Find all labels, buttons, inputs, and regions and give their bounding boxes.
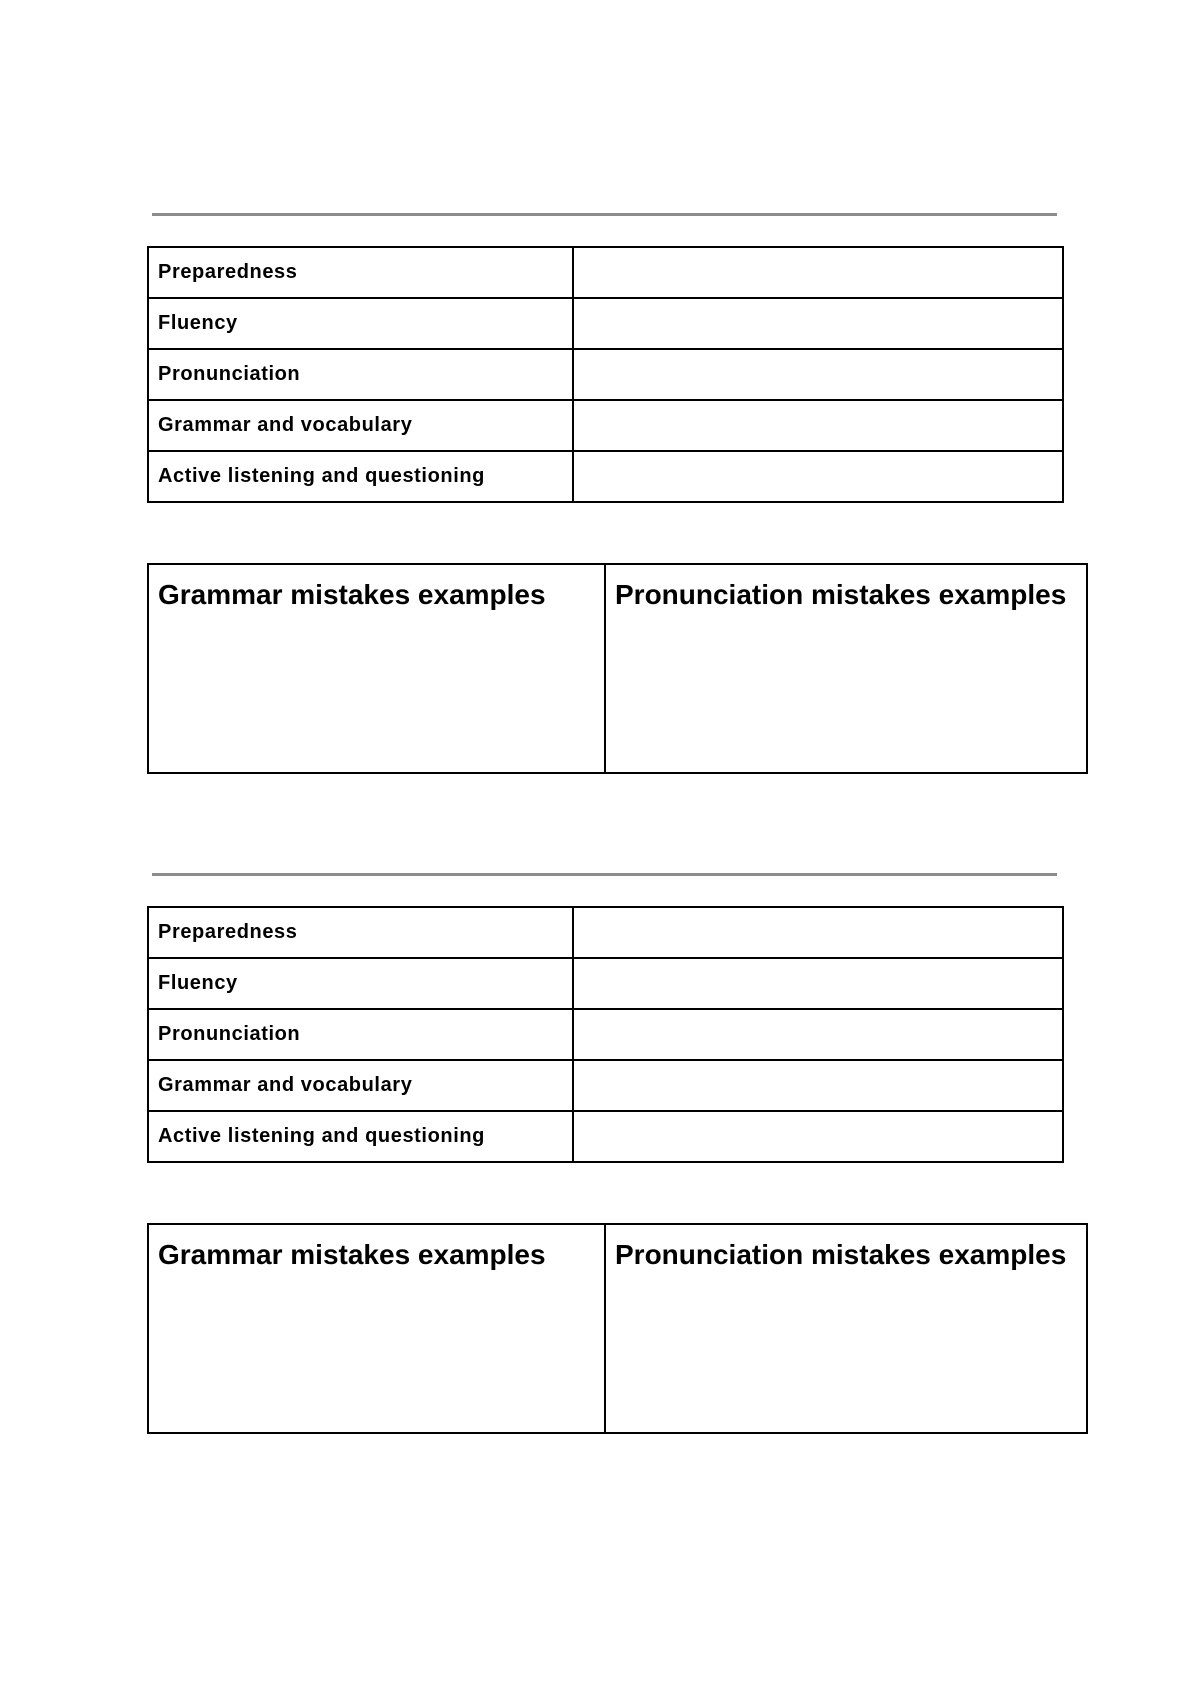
criterion-score-cell[interactable] (573, 958, 1063, 1009)
criteria-row (148, 1111, 1063, 1162)
criterion-score-cell[interactable] (573, 1009, 1063, 1060)
criteria-row (148, 1009, 1063, 1060)
criterion-score-cell[interactable] (573, 1060, 1063, 1111)
criteria-row (148, 451, 1063, 502)
mistakes-table (147, 1223, 1088, 1434)
mistakes-table (147, 563, 1088, 774)
criterion-score-cell[interactable] (573, 400, 1063, 451)
mistakes-row (148, 1224, 1087, 1433)
criterion-label: Grammar and vocabulary (148, 1060, 573, 1111)
mistakes-row (148, 564, 1087, 773)
criterion-score-cell[interactable] (573, 298, 1063, 349)
criterion-label: Preparedness (148, 907, 573, 958)
grammar-mistakes-cell[interactable]: Grammar mistakes examples (148, 1224, 605, 1433)
criteria-row (148, 349, 1063, 400)
criteria-table (147, 246, 1064, 503)
criterion-label: Pronunciation (148, 1009, 573, 1060)
criteria-row (148, 958, 1063, 1009)
criterion-label: Fluency (148, 298, 573, 349)
student-name-line (152, 873, 1057, 876)
criteria-row (148, 298, 1063, 349)
criterion-label: Active listening and questioning (148, 451, 573, 502)
criterion-score-cell[interactable] (573, 451, 1063, 502)
pronunciation-mistakes-cell[interactable]: Pronunciation mistakes examples (605, 564, 1087, 773)
criterion-score-cell[interactable] (573, 349, 1063, 400)
grammar-mistakes-cell[interactable]: Grammar mistakes examples (148, 564, 605, 773)
criterion-label: Grammar and vocabulary (148, 400, 573, 451)
criterion-score-cell[interactable] (573, 907, 1063, 958)
criteria-row (148, 247, 1063, 298)
criteria-row (148, 1060, 1063, 1111)
criterion-label: Active listening and questioning (148, 1111, 573, 1162)
criterion-score-cell[interactable] (573, 247, 1063, 298)
pronunciation-mistakes-cell[interactable]: Pronunciation mistakes examples (605, 1224, 1087, 1433)
criteria-row (148, 400, 1063, 451)
criterion-label: Preparedness (148, 247, 573, 298)
criterion-score-cell[interactable] (573, 1111, 1063, 1162)
criteria-table (147, 906, 1064, 1163)
criteria-row (148, 907, 1063, 958)
criterion-label: Pronunciation (148, 349, 573, 400)
student-name-line (152, 213, 1057, 216)
criterion-label: Fluency (148, 958, 573, 1009)
